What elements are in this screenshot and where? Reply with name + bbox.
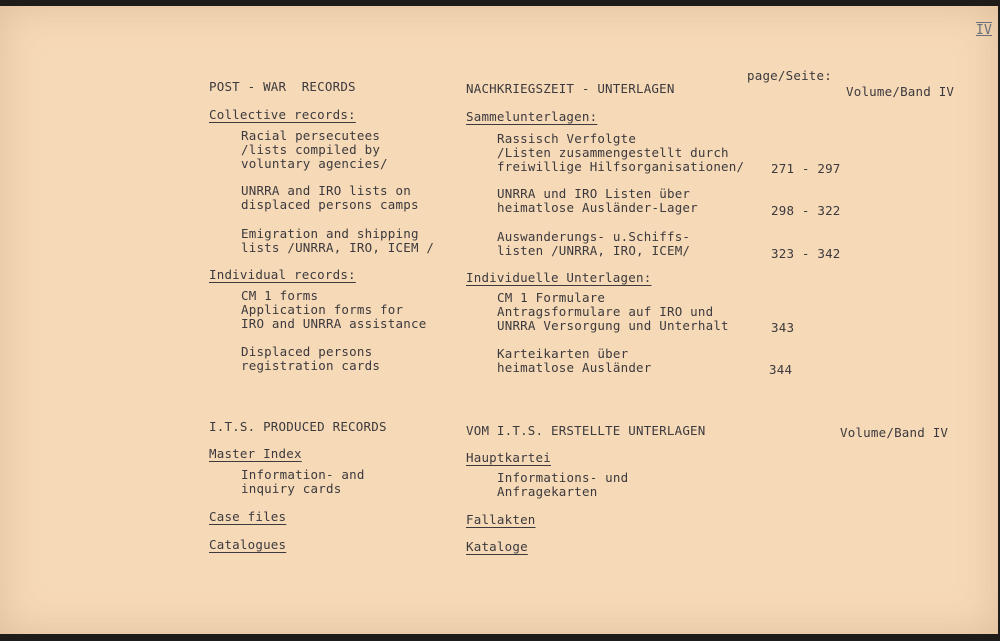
heading-case-files: Case files	[209, 509, 287, 524]
entry-en-racial-persecutees: Racial persecutees /lists compiled by voluntary agencies/	[241, 128, 388, 171]
page-label: page/Seite:	[747, 68, 832, 83]
section-title-nachkriegszeit: NACHKRIEGSZEIT - UNTERLAGEN	[466, 81, 675, 96]
heading-master-index: Master Index	[209, 446, 302, 461]
volume-label: Volume/Band IV	[840, 425, 949, 440]
entry-de-rassisch-verfolgte: Rassisch Verfolgte /Listen zusammengestellt durch freiwillige Hilfsorganisationen/	[497, 131, 745, 174]
entry-de-cm1-formulare: CM 1 Formulare Antragsformulare auf IRO und UNRRA Versorgung und Unterhalt	[497, 290, 729, 333]
heading-kataloge: Kataloge	[466, 539, 528, 554]
section-title-its-erstellte: VOM I.T.S. ERSTELLTE UNTERLAGEN	[466, 423, 706, 438]
entry-en-emigration-shipping: Emigration and shipping lists /UNRRA, IRO, ICEM /	[241, 226, 435, 255]
page-range: 298 - 322	[771, 203, 841, 218]
section-title-its-produced: I.T.S. PRODUCED RECORDS	[209, 419, 387, 434]
document-page	[0, 6, 998, 634]
section-title-post-war: POST - WAR RECORDS	[209, 79, 356, 94]
entry-de-auswanderungs: Auswanderungs- u.Schiffs- listen /UNRRA, IRO, ICEM/	[497, 229, 691, 258]
page-number: 344	[769, 362, 793, 377]
page-range: 271 - 297	[771, 161, 841, 176]
volume-label: Volume/Band IV	[846, 84, 955, 99]
page-range: 323 - 342	[771, 246, 841, 261]
entry-de-karteikarten: Karteikarten über heimatlose Ausländer	[497, 346, 652, 375]
heading-hauptkartei: Hauptkartei	[466, 450, 551, 465]
heading-individual-records: Individual records:	[209, 267, 356, 282]
page-number: 343	[771, 320, 795, 335]
entry-en-dp-registration-cards: Displaced persons registration cards	[241, 344, 381, 373]
entry-en-information-inquiry-cards: Information- and inquiry cards	[241, 467, 365, 496]
heading-fallakten: Fallakten	[466, 512, 536, 527]
volume-corner-mark: IV	[976, 23, 993, 38]
entry-en-unrra-iro-lists: UNRRA and IRO lists on displaced persons camps	[241, 183, 419, 212]
heading-sammelunterlagen: Sammelunterlagen:	[466, 109, 598, 124]
entry-en-cm1-forms: CM 1 forms Application forms for IRO and UNRRA assistance	[241, 288, 427, 331]
entry-de-informations-anfragekarten: Informations- und Anfragekarten	[497, 470, 629, 499]
heading-collective-records: Collective records:	[209, 107, 356, 122]
heading-individuelle-unterlagen: Individuelle Unterlagen:	[466, 270, 652, 285]
entry-de-unrra-iro-listen: UNRRA und IRO Listen über heimatlose Ausländer-Lager	[497, 186, 698, 215]
heading-catalogues: Catalogues	[209, 537, 287, 552]
